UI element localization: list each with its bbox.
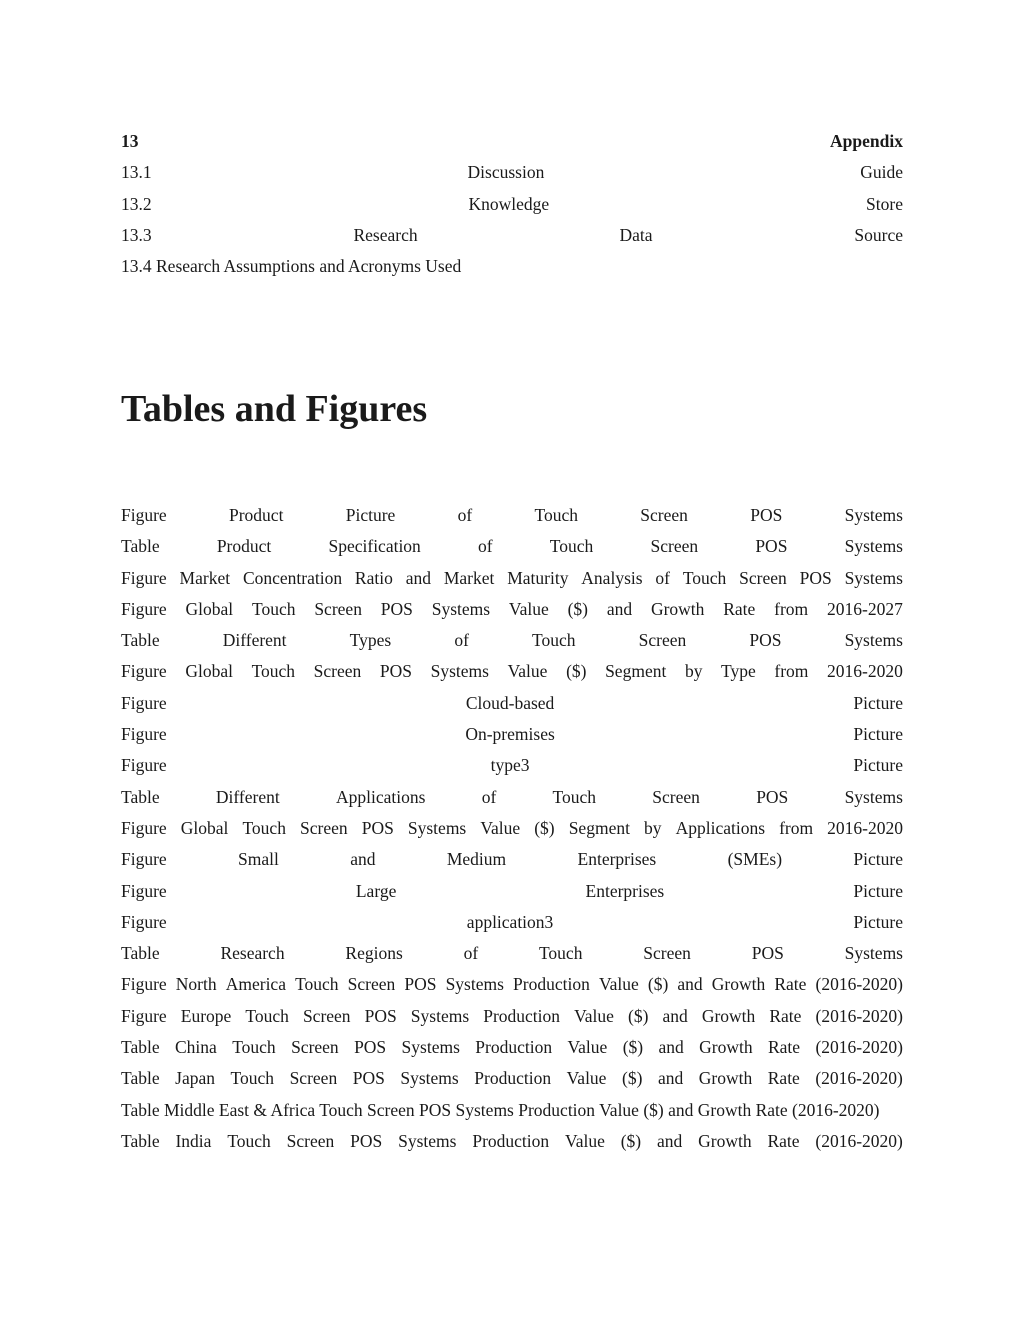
figure-entry-word: Rate (774, 974, 807, 995)
figure-entry-word: POS (750, 505, 783, 525)
figure-entry-word: North (175, 974, 217, 995)
figure-entry-word: Applications (335, 786, 426, 807)
figure-entry-word: Systems (844, 786, 903, 807)
figure-entry-word: Picture (853, 692, 903, 713)
figure-entry-word: of (481, 786, 497, 807)
figure-entry-word: of (454, 630, 469, 651)
figure-entry-word: Table (121, 536, 160, 557)
figure-entry-word: Table (121, 1037, 160, 1058)
figure-entry-word: Table (121, 630, 160, 651)
figure-entry-word: POS (749, 630, 782, 651)
figure-entry-word: Systems (401, 1037, 460, 1058)
figure-entry-word: and (657, 1068, 684, 1089)
figure-entry-word: Picture (345, 505, 396, 525)
figure-entry-word: Large (355, 880, 397, 901)
figure-entry (121, 876, 903, 907)
figure-entry-word: and (405, 567, 431, 588)
figure-entry-word: Figure (121, 567, 167, 588)
figure-entry-word: Figure (121, 661, 167, 682)
figure-entry-word: Growth (698, 1068, 753, 1089)
figure-entry-word: 2016-2020 (827, 661, 903, 682)
figure-entry-word: Regions (345, 943, 403, 964)
toc-entry-word: Appendix (830, 131, 903, 151)
figure-entry (121, 938, 903, 969)
figure-entry-word: Global (180, 817, 229, 838)
figure-entry-word: Figure (121, 505, 167, 525)
figure-entry-word: Maturity (507, 567, 569, 588)
figure-entry-word: Analysis (581, 567, 643, 588)
figure-entry-word: Systems (430, 661, 489, 682)
figure-entry-word: ($) (567, 598, 588, 619)
figure-entry-word: of (457, 505, 473, 525)
figure-entry-word: Production (475, 1037, 553, 1058)
figure-entry-word: Growth (711, 974, 766, 995)
figures-list (121, 500, 903, 1157)
toc-entry-word: Research (353, 224, 418, 245)
figure-entry-word: Types (349, 630, 392, 651)
figure-entry-word: Rate (767, 1068, 800, 1089)
toc-entry-word: Store (866, 193, 903, 214)
figure-entry-word: Table (121, 943, 160, 964)
figure-entry-word: Touch (552, 786, 597, 807)
figure-entry-word: Touch (682, 567, 727, 588)
figure-entry (121, 531, 903, 562)
figure-entry-word: Production (472, 1130, 550, 1151)
figure-entry-word: and (658, 1037, 684, 1058)
figure-entry-word: Systems (431, 598, 491, 619)
figure-entry-word: Systems (844, 505, 903, 525)
figure-entry-word: Screen (302, 1005, 351, 1026)
figure-entry-word: Value (598, 974, 639, 995)
figure-entry-word: Touch (252, 598, 296, 619)
figure-entry-word: POS (361, 817, 394, 838)
figure-entry-word: Touch (538, 943, 583, 964)
figure-entry-word: (2016-2020) (815, 1005, 903, 1026)
figure-entry-word: Product (229, 505, 284, 525)
figure-entry: Table Middle East & Africa Touch Screen POS Systems Production Value ($) and Growth Rate (2016-2020) (121, 1099, 880, 1120)
figure-entry-word: Ratio (354, 567, 393, 588)
figure-entry-word: Touch (295, 974, 339, 995)
figure-entry-word: Value (566, 1068, 607, 1089)
figure-entry-word: Growth (699, 1037, 753, 1058)
figure-entry-word: Production (474, 1068, 552, 1089)
figure-entry-word: Different (215, 786, 280, 807)
figure-entry-word: Value (508, 598, 549, 619)
figure-entry-word: Market (443, 567, 495, 588)
toc-entry-word: Discussion (467, 162, 545, 183)
figure-entry (121, 1032, 903, 1063)
figure-entry-word: Systems (844, 567, 903, 588)
figure-entry-word: India (175, 1130, 212, 1151)
figure-entry-word: ($) (622, 1037, 644, 1058)
figure-entry-word: from (779, 817, 814, 838)
figure-entry-word: Value (565, 1130, 605, 1151)
figure-entry-word: Research (220, 943, 285, 964)
toc-entry-word: Data (619, 224, 653, 245)
figure-entry-word: Table (121, 786, 160, 807)
figure-entry (121, 969, 903, 1000)
figure-entry-word: Enterprises (585, 880, 665, 901)
figure-entry-word: POS (799, 567, 832, 588)
figure-entry-word: Rate (723, 598, 756, 619)
toc-entry (121, 126, 903, 157)
figure-entry-word: Type (721, 661, 756, 682)
figure-entry-word: Picture (853, 911, 903, 932)
figure-entry-word: Figure (121, 598, 167, 619)
figure-entry-word: Touch (230, 1068, 275, 1089)
figure-entry-word: Systems (844, 630, 903, 651)
figure-entry-word: Figure (121, 974, 167, 995)
toc-entry (121, 157, 903, 188)
figure-entry-word: Concentration (242, 567, 343, 588)
figure-entry-word: of (478, 536, 493, 557)
figure-entry-word: type3 (490, 755, 530, 776)
figure-entry-word: Value (574, 1005, 614, 1026)
figure-entry-word: Picture (853, 724, 903, 745)
figure-entry-word: (2016-2020) (815, 974, 903, 995)
figure-entry (121, 844, 903, 875)
figure-entry-word: POS (352, 1068, 385, 1089)
figure-entry-word: Screen (289, 1068, 338, 1089)
figure-entry-word: Europe (180, 1005, 232, 1026)
figure-entry-word: Touch (242, 817, 286, 838)
figure-entry-word: POS (404, 974, 437, 995)
figure-entry (121, 656, 903, 687)
toc-entry-word: 13.4 Research Assumptions and Acronyms Used (121, 256, 462, 277)
figure-entry-word: Segment (605, 661, 667, 682)
figure-entry-word: ($) (566, 661, 587, 682)
figure-entry-word: Figure (121, 849, 167, 870)
figure-entry-word: Screen (286, 1130, 335, 1151)
figure-entry-word: Applications (675, 817, 766, 838)
figure-entry-word: Figure (121, 724, 167, 745)
figure-entry-word: Screen (650, 536, 699, 557)
figure-entry-word: (2016-2020) (815, 1130, 903, 1151)
figure-entry (121, 625, 903, 656)
figure-entry-word: Japan (175, 1068, 216, 1089)
figure-entry-word: Systems (844, 943, 903, 964)
figure-entry-word: Rate (769, 1005, 802, 1026)
figure-entry (121, 750, 903, 781)
figure-entry-word: Growth (650, 598, 705, 619)
toc-entry (121, 189, 903, 220)
figure-entry-word: Table (121, 1130, 160, 1151)
figure-entry-word: Touch (232, 1037, 276, 1058)
figure-entry-word: ($) (622, 1068, 643, 1089)
figure-entry-word: by (644, 817, 662, 838)
figure-entry-word: Touch (251, 661, 296, 682)
section-heading: Tables and Figures (121, 388, 428, 430)
toc-entry (121, 251, 903, 282)
figure-entry-word: Screen (739, 567, 787, 588)
figure-entry-word: Screen (643, 943, 691, 964)
figure-entry (121, 563, 903, 594)
figure-entry-word: and (606, 598, 633, 619)
figure-entry-word: Screen (640, 505, 688, 525)
figure-entry-word: Product (216, 536, 272, 557)
figure-entry-word: POS (380, 598, 413, 619)
figure-entry-word: Growth (698, 1130, 752, 1151)
figure-entry-word: Value (480, 817, 521, 838)
figure-entry (121, 1001, 903, 1032)
figure-entry-word: Screen (314, 598, 362, 619)
figure-entry-word: (2016-2020) (815, 1037, 903, 1058)
figure-entry-word: 2016-2020 (827, 817, 903, 838)
figure-entry-word: Growth (701, 1005, 756, 1026)
figure-entry-word: Global (185, 598, 234, 619)
figure-entry-word: ($) (647, 974, 669, 995)
figure-entry-word: POS (751, 943, 784, 964)
figure-entry-word: (2016-2020) (815, 1068, 903, 1089)
figure-entry-word: application3 (466, 911, 554, 932)
figure-entry (121, 719, 903, 750)
figure-entry-word: Systems (407, 817, 467, 838)
figure-entry-word: Systems (445, 974, 504, 995)
figure-entry-word: On-premises (465, 724, 555, 745)
figure-entry-word: Screen (291, 1037, 339, 1058)
figure-entry-word: Screen (300, 817, 348, 838)
figure-entry-word: Systems (400, 1068, 459, 1089)
figure-entry-word: Screen (347, 974, 396, 995)
figure-entry-word: Picture (853, 755, 903, 776)
figure-entry-word: and (350, 849, 376, 870)
figure-entry-word: Enterprises (577, 849, 657, 870)
figure-entry-word: from (774, 598, 809, 619)
figure-entry-word: Screen (638, 630, 687, 651)
figure-entry-word: POS (350, 1130, 383, 1151)
figure-entry-word: Screen (313, 661, 362, 682)
figure-entry-word: by (684, 661, 703, 682)
figure-entry-word: Screen (652, 786, 700, 807)
figure-entry-word: Figure (121, 1005, 167, 1026)
toc-entry-word: Guide (860, 162, 903, 183)
figure-entry-word: Cloud-based (465, 692, 555, 713)
figure-entry-word: Segment (568, 817, 630, 838)
figure-entry-word: Rate (767, 1037, 801, 1058)
figure-entry-word: POS (755, 536, 788, 557)
toc-entry (121, 220, 903, 251)
figure-entry-word: Value (507, 661, 548, 682)
figure-entry-word: Touch (532, 630, 576, 651)
figure-entry-word: and (657, 1130, 683, 1151)
figure-entry-word: Production (483, 1005, 561, 1026)
figure-entry-word: Market (179, 567, 231, 588)
figure-entry-word: 2016-2027 (827, 598, 903, 619)
figure-entry-word: of (463, 943, 479, 964)
figure-entry-word: Systems (398, 1130, 457, 1151)
figure-entry-word: Figure (121, 755, 167, 776)
figure-entry-word: Specification (328, 536, 421, 557)
figure-entry (121, 782, 903, 813)
toc-entry-word: 13 (121, 131, 139, 151)
figure-entry-word: Figure (121, 911, 167, 932)
figure-entry-word: and (662, 1005, 688, 1026)
figure-entry-word: America (225, 974, 286, 995)
figure-entry-word: (SMEs) (727, 849, 783, 870)
figure-entry-word: Rate (767, 1130, 800, 1151)
figure-entry-word: Small (238, 849, 279, 870)
figure-entry (121, 813, 903, 844)
figure-entry-word: Value (567, 1037, 608, 1058)
toc-entry-word: 13.2 (121, 193, 152, 214)
table-of-contents (121, 126, 903, 282)
figure-entry-word: Medium (446, 849, 507, 870)
figure-entry-word: China (175, 1037, 217, 1058)
figure-entry-word: from (774, 661, 809, 682)
figure-entry-word: POS (364, 1005, 397, 1026)
figure-entry-word: Touch (227, 1130, 271, 1151)
figure-entry-word: Systems (844, 536, 903, 557)
figure-entry-word: Table (121, 1068, 160, 1089)
toc-entry-word: Knowledge (468, 193, 550, 214)
toc-entry-word: Source (854, 224, 903, 245)
figure-entry-word: Global (185, 661, 233, 682)
figure-entry-word: ($) (628, 1005, 649, 1026)
figure-entry-word: Picture (853, 880, 903, 901)
figure-entry-word: Touch (534, 505, 578, 525)
figure-entry-word: Picture (853, 849, 903, 870)
figure-entry-word: POS (354, 1037, 387, 1058)
figure-entry-word: Touch (245, 1005, 289, 1026)
figure-entry-word: Figure (121, 817, 167, 838)
figure-entry-word: Figure (121, 880, 167, 901)
figure-entry (121, 500, 903, 531)
figure-entry-word: Touch (549, 536, 594, 557)
figure-entry-word: Different (222, 630, 287, 651)
toc-entry-word: 13.1 (121, 162, 152, 183)
figure-entry (121, 1126, 903, 1157)
figure-entry (121, 594, 903, 625)
figure-entry-word: Systems (410, 1005, 470, 1026)
figure-entry (121, 1063, 903, 1094)
figure-entry-word: Production (513, 974, 590, 995)
figure-entry-word: POS (756, 786, 789, 807)
toc-entry-word: 13.3 (121, 224, 152, 245)
figure-entry-word: ($) (620, 1130, 642, 1151)
figure-entry-word: POS (379, 661, 413, 682)
figure-entry-word: ($) (534, 817, 555, 838)
figure-entry-word: Figure (121, 692, 167, 713)
figure-entry (121, 688, 903, 719)
figure-entry (121, 907, 903, 938)
figure-entry-word: of (655, 567, 670, 588)
figure-entry-word: and (677, 974, 703, 995)
